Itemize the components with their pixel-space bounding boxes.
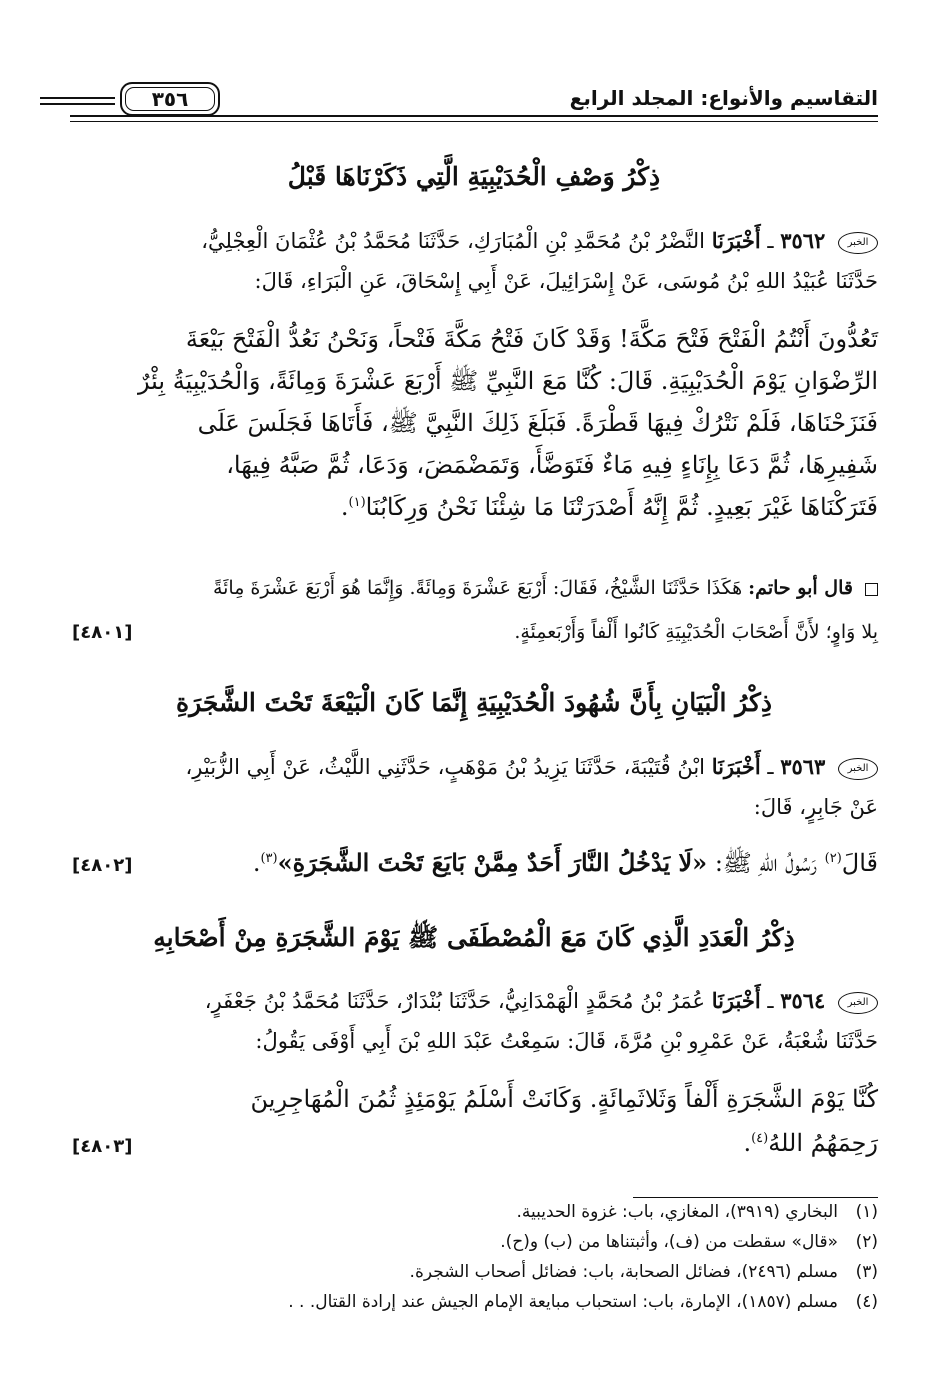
footnote-number: (٤) [855,1292,878,1312]
akhbarana-word: أَخْبَرَنَا [711,754,761,779]
hadith-marker-icon: الخبر [838,992,878,1014]
hadith-isnad-line: حَدَّثَنَا شُعْبَةُ، عَنْ عَمْرِو بْنِ مُرَّةَ، قَالَ: سَمِعْتُ عَبْدَ اللهِ بْنَ أَبِي أَوْفَى يَقُولُ: [255,1029,878,1053]
hadith-isnad-line: حَدَّثَنَا عُبَيْدُ اللهِ بْنُ مُوسَى، عَنْ إِسْرَائِيلَ، عَنْ أَبِي إِسْحَاقَ، عَنِ الْبَرَاءِ، قَالَ: [254,269,878,293]
hadith-marker-icon: الخبر [838,232,878,254]
matn-text: رَحِمَهُمُ اللهُ [768,1129,878,1157]
matn-speaker: رَسُولُ اللهِ ﷺ: [714,849,817,877]
period: . [743,1129,752,1157]
footnote [158,1200,878,1224]
footnote [158,1230,878,1254]
footnote-text: البخاري (٣٩١٩)، المغازي، باب: غزوة الحديبية. [516,1202,838,1222]
dash: ـ [760,229,774,253]
abu-hatim-note-line [70,574,878,602]
footnote-ref: (١) [348,495,366,510]
footnote-ref: (٤) [751,1131,769,1146]
isnad-text: ابْنُ قُتَيْبَةَ، حَدَّثَنَا يَزِيدُ بْنُ مَوْهَبٍ، حَدَّثَنِي اللَّيْثُ، عَنْ أَبِي الزُّبَيْرِ، [185,755,705,779]
footnote-ref: (٣) [260,851,278,866]
footnote [158,1260,878,1284]
page-number-badge [120,82,220,116]
note-text: هَكَذَا حَدَّثَنَا الشَّيْخُ، فَقَالَ: أَرْبَعَ عَشْرَةَ وَمِائَةً. وَإِنَّمَا هُوَ أَرْبَعَ عَشْرَةَ مِائَةً [212,577,743,599]
reference-number: [٤٨٠١] [72,622,133,643]
period: . [340,493,349,521]
hadith-marker-icon: الخبر [838,758,878,780]
dash: ـ [760,989,774,1013]
hadith-matn-line [70,490,878,524]
hadith-matn-line [240,846,878,880]
hadith-isnad-line: عَنْ جَابِرٍ، قَالَ: [753,795,878,819]
footnote [158,1290,878,1314]
reference-number: [٤٨٠٢] [72,855,133,876]
square-bullet-icon [865,583,878,596]
hadith-number: ٣٥٦٣ [780,754,826,779]
matn-prefix: قَالَ [841,849,878,877]
hadith-isnad-line [70,226,878,256]
hadith-number: ٣٥٦٤ [780,988,826,1013]
hadith-matn-line: كُنَّا يَوْمَ الشَّجَرَةِ أَلْفاً وَثَلاثَمِائَةٍ. وَكَانَتْ أَسْلَمُ يَوْمَئِذٍ ثُمُنَ الْمُهَاجِرِينَ [250,1085,878,1113]
hadith-isnad-line [70,986,878,1016]
note-label: قال أبو حاتم: [748,577,853,599]
akhbarana-word: أَخْبَرَنَا [711,228,761,253]
isnad-text: عُمَرُ بْنُ مُحَمَّدٍ الْهَمْدَانِيُّ، حَدَّثَنَا بُنْدَارٌ، حَدَّثَنَا مُحَمَّدُ بْنُ جَعْفَرٍ، [204,989,705,1013]
abu-hatim-note-line: بِلا وَاوٍ؛ لأَنَّ أَصْحَابَ الْحُدَيْبِيَةِ كَانُوا أَلْفاً وَأَرْبَعمِئَةٍ. [514,621,878,643]
running-header-title: التقاسيم والأنواع: المجلد الرابع [569,86,878,110]
header-rule-thin [70,121,878,122]
period: . [252,849,261,877]
hadith-matn-line: شَفِيرِهَا، ثُمَّ دَعَا بِإِنَاءٍ فِيهِ مَاءٌ فَتَوَضَّأَ، وَتَمَضْمَضَ، وَدَعَا، ثُمَّ صَبَّهُ فِيهَا، [226,451,878,479]
section-heading: ذِكْرُ الْبَيَانِ بِأَنَّ شُهُودَ الْحُدَيْبِيَةِ إِنَّمَا كَانَ الْبَيْعَةَ تَحْتَ الشَّجَرَةِ [175,688,773,717]
page-number: ٣٥٦ [125,87,215,111]
prophetic-quote: «لَا يَدْخُلُ النَّارَ أَحَدٌ مِمَّنْ بَايَعَ تَحْتَ الشَّجَرَةِ» [277,848,708,877]
footnote-number: (٢) [855,1232,878,1252]
matn-text: فَتَرَكْنَاهَا غَيْرَ بَعِيدٍ. ثُمَّ إِنَّهُ أَصْدَرَتْنَا مَا شِئْنَا نَحْنُ وَرِكَابُنَا [365,493,878,521]
footnote-number: (٣) [855,1262,878,1282]
section-heading: ذِكْرُ الْعَدَدِ الَّذِي كَانَ مَعَ الْمُصْطَفَى ﷺ يَوْمَ الشَّجَرَةِ مِنْ أَصْحَابِهِ [153,923,795,952]
section-heading: ذِكْرُ وَصْفِ الْحُدَيْبِيَةِ الَّتِي ذَكَرْنَاهَا قَبْلُ [287,162,661,191]
hadith-matn-line: الرِّضْوَانِ يَوْمَ الْحُدَيْبِيَةِ. قَالَ: كُنَّا مَعَ النَّبِيِّ ﷺ أَرْبَعَ عَشْرَةَ وَمِائَةً، وَالْحُدَيْبِيَةُ بِئْرٌ [137,367,878,395]
isnad-text: النَّضْرُ بْنُ مُحَمَّدِ بْنِ الْمُبَارَكِ، حَدَّثَنَا مُحَمَّدُ بْنُ عُثْمَانَ الْعِجْلِيُّ، [201,229,705,253]
footnote-separator [633,1197,878,1198]
hadith-matn-line: تَعُدُّونَ أَنْتُمُ الْفَتْحَ فَتْحَ مَكَّةَ! وَقَدْ كَانَ فَتْحُ مَكَّةَ فَتْحاً، وَنَحْنُ نَعُدُّ الْفَتْحَ بَيْعَةَ [185,325,878,353]
footnote-text: مسلم (١٨٥٧)، الإمارة، باب: استحباب مبايعة الإمام الجيش عند إرادة القتال. . . [288,1292,838,1312]
reference-number: [٤٨٠٣] [72,1136,133,1157]
akhbarana-word: أَخْبَرَنَا [711,988,761,1013]
footnote-number: (١) [855,1202,878,1222]
hadith-number: ٣٥٦٢ [780,228,826,253]
hadith-matn-line: فَنَزَحْنَاهَا، فَلَمْ نَتْرُكْ فِيهَا قَطْرَةً. فَبَلَغَ ذَلِكَ النَّبِيَّ ﷺ، فَأَتَاهَا فَجَلَسَ عَلَى [197,409,878,437]
footnote-text: مسلم (٢٤٩٦)، فضائل الصحابة، باب: فضائل أصحاب الشجرة. [409,1262,838,1282]
header-ornament-rules [40,97,115,109]
footnote-text: «قال» سقطت من (ف)، وأثبتناها من (ب) و(ح). [500,1232,838,1252]
footnote-ref: (٢) [824,851,842,866]
hadith-matn-line [70,1126,878,1160]
dash: ـ [760,755,774,779]
hadith-isnad-line [70,752,878,782]
